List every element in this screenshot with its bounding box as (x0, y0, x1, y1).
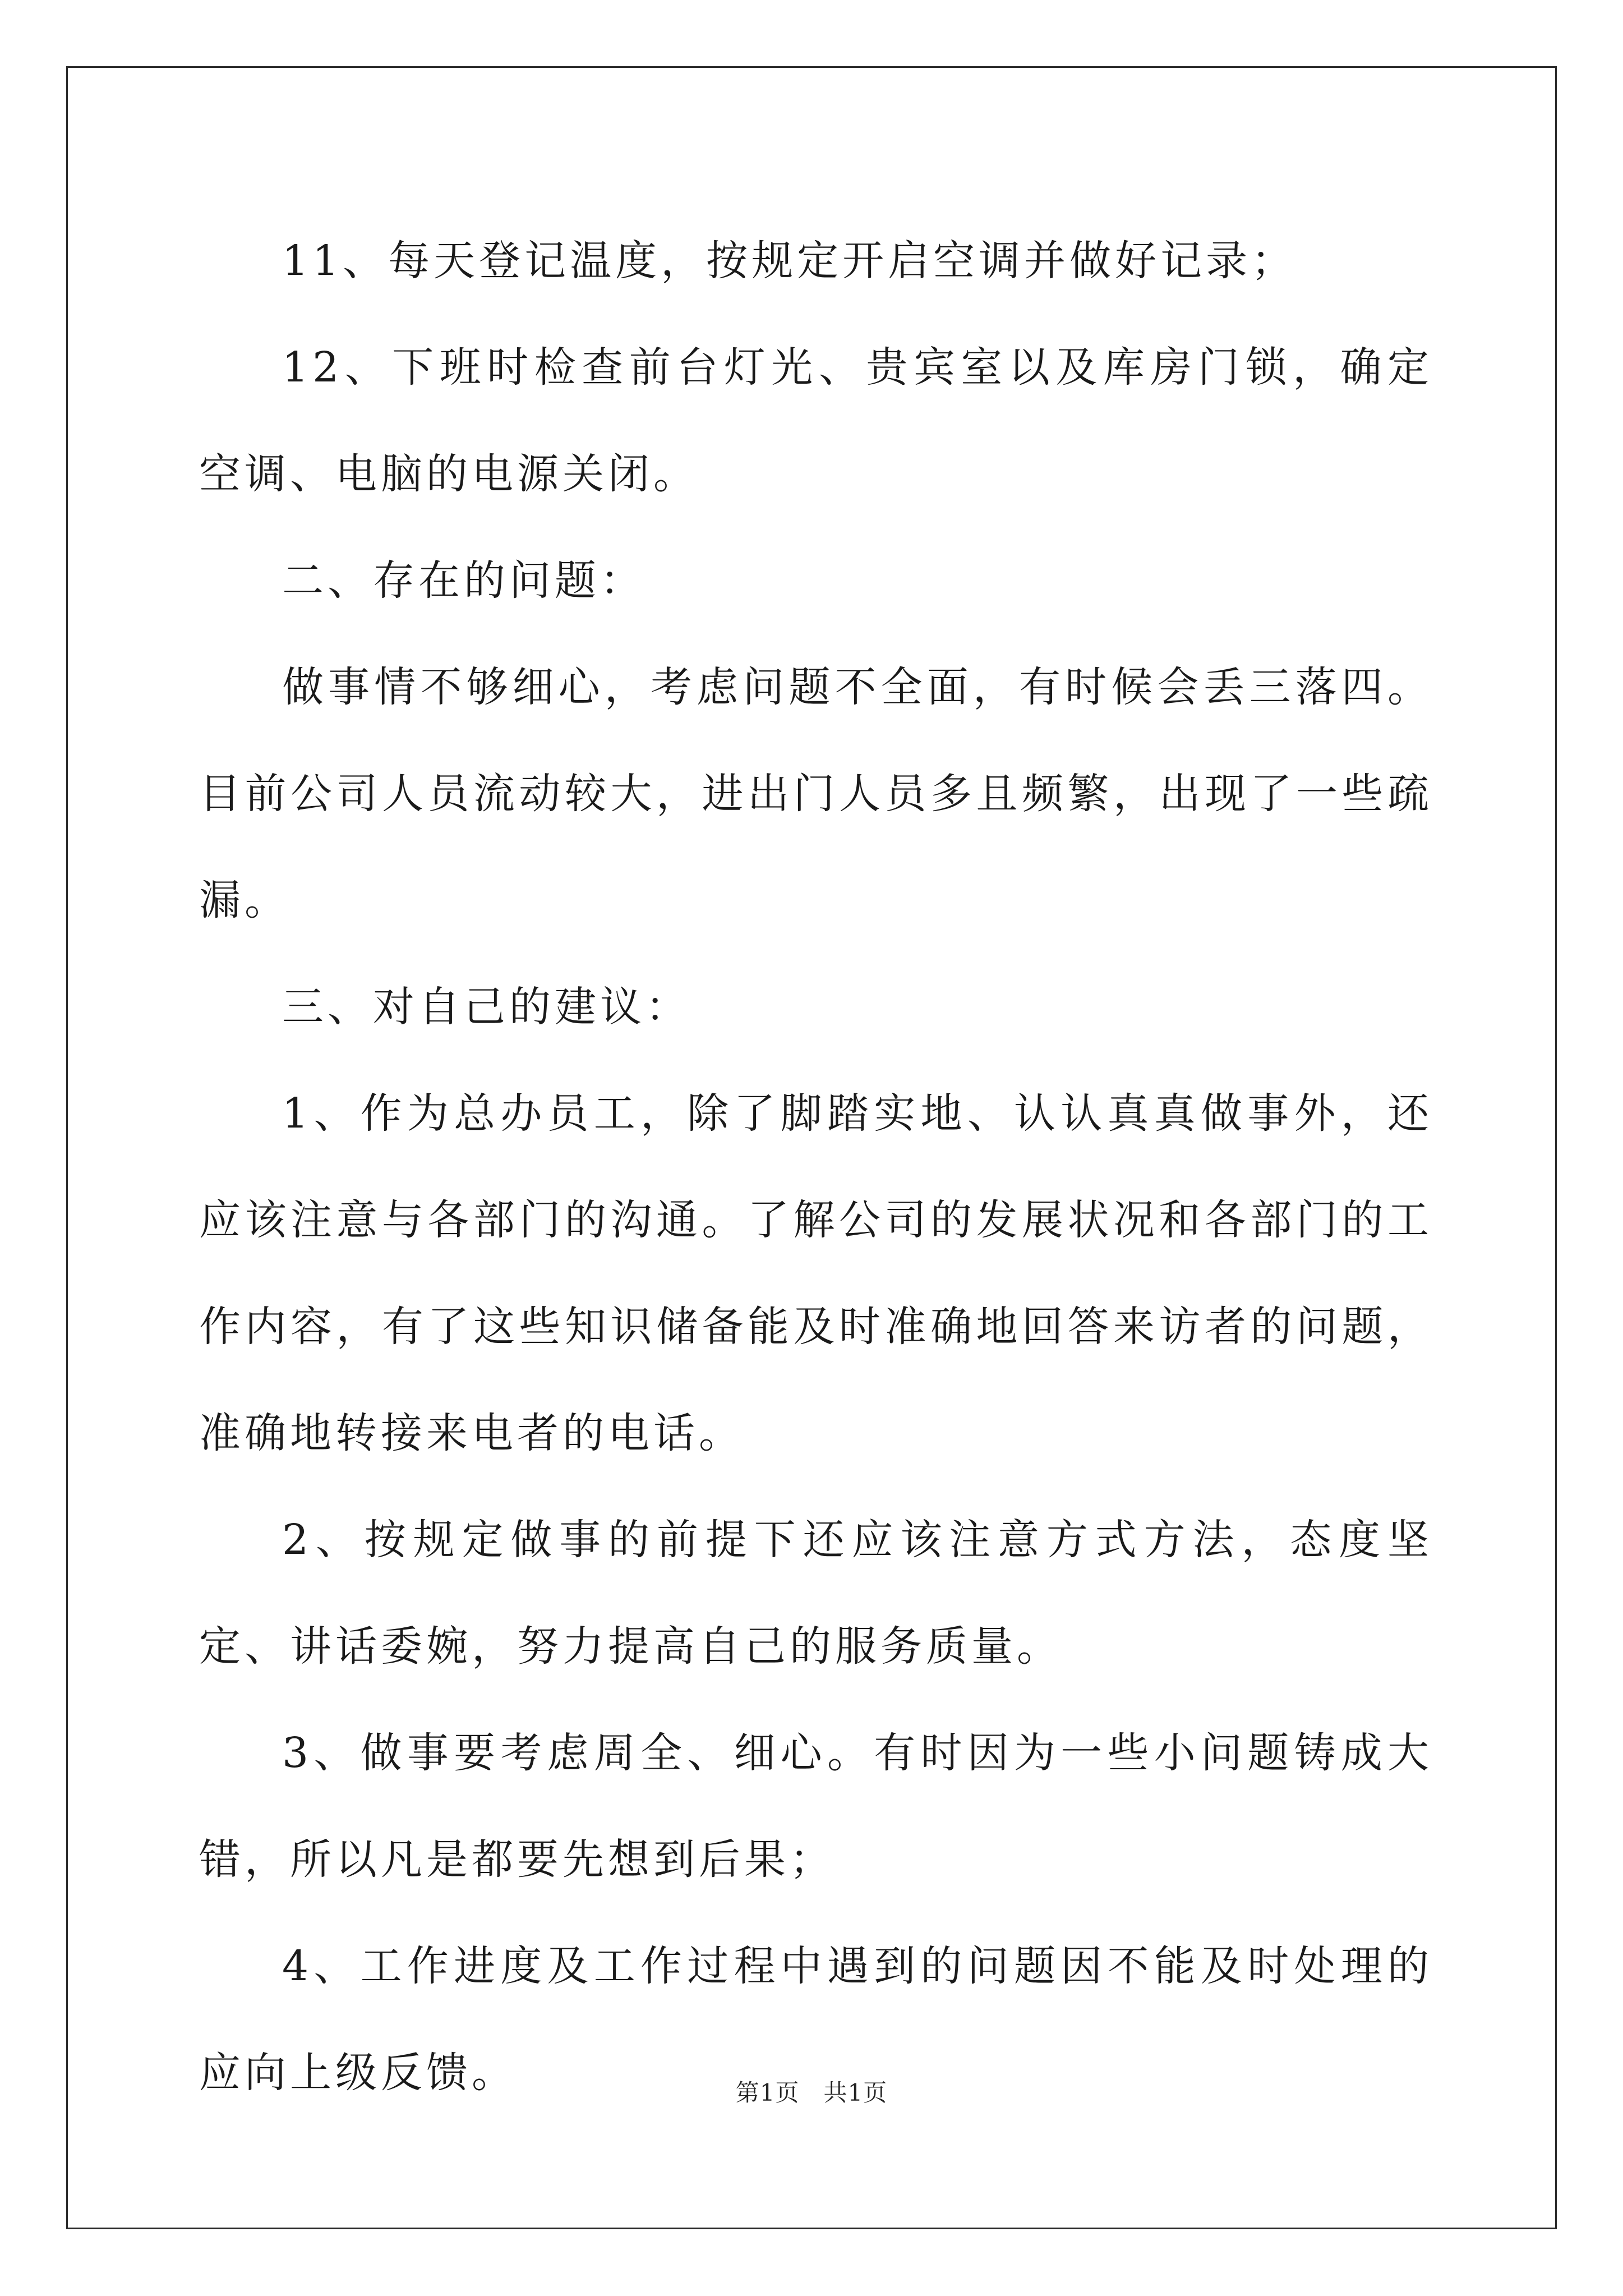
section-heading-suggestions: 三、对自己的建议： (282, 983, 691, 1031)
page-total: 共1页 (823, 2079, 888, 2106)
page-footer (0, 2074, 1623, 2108)
page-number: 第1页 (735, 2079, 800, 2106)
paragraph-problems: 做事情不够细心，考虑问题不全面，有时候会丢三落四。目前公司人员流动较大，进出门人员多且频繁，出现了一些疏漏。 (199, 663, 1433, 924)
paragraph-item-11: 11、每天登记温度，按规定开启空调并做好记录； (282, 237, 1297, 285)
paragraph-suggestion-2: 2、按规定做事的前提下还应该注意方式方法，态度坚定、讲话委婉，努力提高自己的服务质量。 (199, 1516, 1433, 1671)
paragraph-item-12: 12、下班时检查前台灯光、贵宾室以及库房门锁，确定空调、电脑的电源关闭。 (199, 343, 1433, 498)
document-body (199, 208, 1433, 2126)
paragraph-suggestion-1: 1、作为总办员工，除了脚踏实地、认认真真做事外，还应该注意与各部门的沟通。了解公司的发展状况和各部门的工作内容，有了这些知识储备能及时准确地回答来访者的问题，准确地转接来电者的电话。 (199, 1089, 1433, 1457)
paragraph-suggestion-3: 3、做事要考虑周全、细心。有时因为一些小问题铸成大错，所以凡是都要先想到后果； (199, 1729, 1433, 1884)
section-heading-problems: 二、存在的问题： (282, 556, 645, 605)
paragraph-suggestion-4: 4、工作进度及工作过程中遇到的问题因不能及时处理的应向上级反馈。 (199, 1942, 1433, 2097)
